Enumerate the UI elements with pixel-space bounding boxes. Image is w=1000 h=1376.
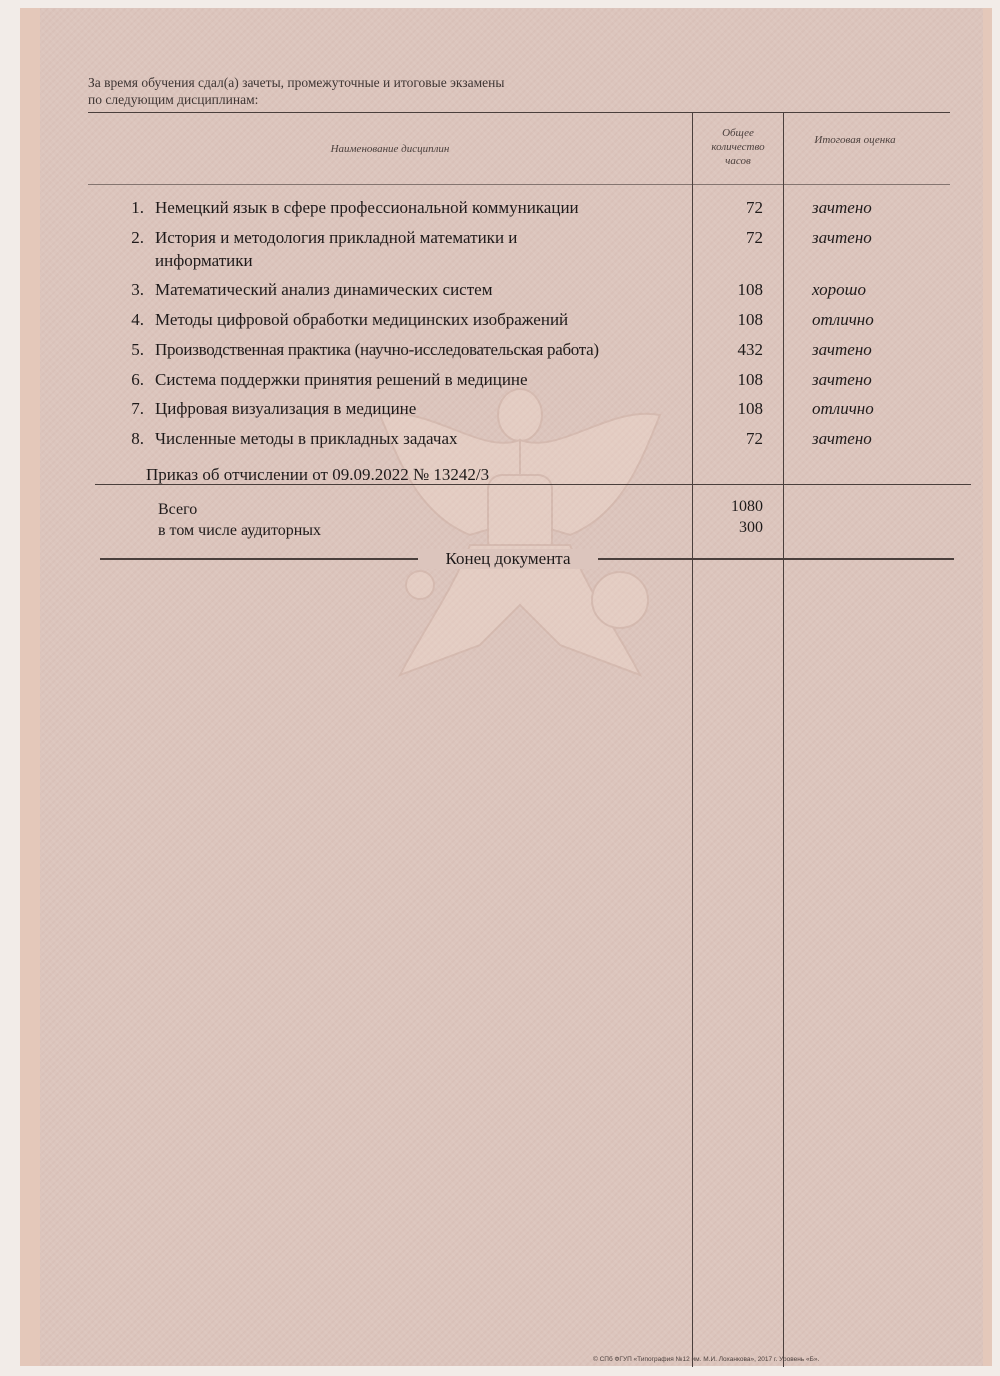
row-number: 8. (131, 429, 144, 448)
discipline-hours: 108 (737, 370, 763, 389)
discipline-hours: 72 (746, 429, 763, 448)
discipline-hours: 108 (737, 280, 763, 299)
discipline-grade: хорошо (812, 280, 866, 299)
header-discipline-name: Наименование дисциплин (330, 143, 450, 155)
discipline-hours: 108 (737, 399, 763, 418)
row-number: 5. (131, 340, 144, 359)
row-number: 2. (131, 228, 144, 247)
intro-line-2: по следующим дисциплинам: (88, 92, 259, 107)
classroom-label: в том числе аудиторных (158, 522, 322, 539)
discipline-hours: 72 (746, 228, 763, 247)
discipline-grade: отлично (812, 310, 874, 329)
discipline-name: История и методология прикладной математики и информатики (155, 228, 518, 270)
discipline-grade: зачтено (812, 429, 872, 448)
discipline-name: Немецкий язык в сфере профессиональной коммуникации (155, 198, 579, 217)
total-value: 1080 (731, 498, 763, 515)
row-number: 1. (131, 198, 144, 217)
discipline-name: Численные методы в прикладных задачах (155, 429, 458, 448)
discipline-name: Цифровая визуализация в медицине (155, 399, 417, 418)
discipline-grade: зачтено (812, 198, 872, 217)
coat-of-arms-watermark (360, 345, 680, 685)
header-top-rule (88, 112, 950, 113)
row-number: 4. (131, 310, 144, 329)
classroom-value: 300 (739, 519, 763, 536)
row-number: 3. (131, 280, 144, 299)
discipline-name: Методы цифровой обработки медицинских изображений (155, 310, 569, 329)
discipline-hours: 72 (746, 198, 763, 217)
expulsion-order: Приказ об отчислении от 09.09.2022 № 13242/3 (146, 465, 490, 484)
row-number: 7. (131, 399, 144, 418)
discipline-hours: 432 (737, 340, 763, 359)
row-number: 6. (131, 370, 144, 389)
discipline-grade: зачтено (812, 340, 872, 359)
header-final-grade: Итоговая оценка (814, 134, 896, 146)
discipline-grade: зачтено (812, 228, 872, 247)
totals-top-rule (95, 484, 971, 485)
discipline-hours: 108 (737, 310, 763, 329)
printer-footer: © СПб ФГУП «Типография №12 им. М.И. Лоханкова», 2017 г. Уровень «Б». (593, 1356, 820, 1363)
column-divider-grade (783, 112, 784, 1367)
header-total-hours: Общее количество часов (711, 127, 765, 167)
intro-text (88, 74, 688, 108)
intro-line-1: За время обучения сдал(а) зачеты, промежуточные и итоговые экзамены (88, 75, 505, 90)
discipline-name: Система поддержки принятия решений в медицине (155, 370, 528, 389)
end-of-document: Конец документа (418, 549, 598, 569)
total-label: Всего (158, 501, 198, 518)
discipline-grade: зачтено (812, 370, 872, 389)
header-bottom-rule (88, 184, 950, 185)
discipline-grade: отлично (812, 399, 874, 418)
discipline-name: Математический анализ динамических систем (155, 280, 493, 299)
discipline-name: Производственная практика (научно-исследовательская работа) (155, 340, 599, 359)
